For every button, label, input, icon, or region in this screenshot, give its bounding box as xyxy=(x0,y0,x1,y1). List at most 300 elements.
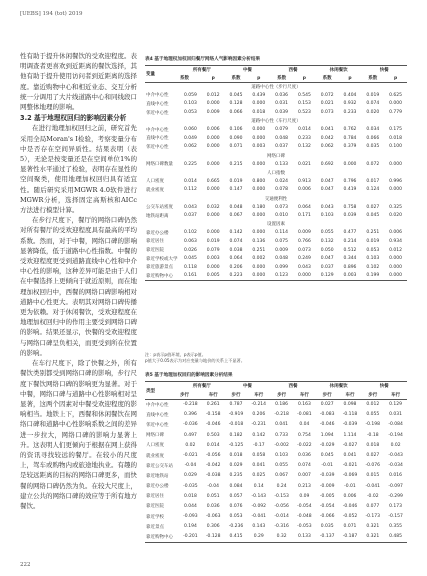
table-cell: 0.249 xyxy=(297,256,311,262)
table-cell: -0.158 xyxy=(205,412,221,418)
column-group-header: 休闲餐饮 xyxy=(316,66,362,75)
table-cell: 0.32 xyxy=(270,532,293,542)
table-cell: 0.031 xyxy=(389,412,403,418)
paragraph: 在进行地理加权回归之前，研究首先采用全局Moran's I检验，考察变量分布中是否存在空间异质性。结果表明（表5），无论是按变量还是在空间单位1%的显著性水平通过了检验，表明存在显性的空间聚类，使用地理加权回归具有适宜性。随后研究采用MGWR 4.0软件进行MGWR分析，选择固定高斯核和AICc方法进行模型计算。 xyxy=(20,124,137,215)
table-cell: 0.132 xyxy=(297,144,311,150)
table-cell: 0.021 xyxy=(320,101,334,107)
table-cell: 0.000 xyxy=(206,144,220,150)
table-section-row xyxy=(145,117,407,126)
table-cell: 0.074 xyxy=(366,101,380,107)
table-cell: -0.18 xyxy=(366,432,379,438)
table-cell: 0.103 xyxy=(275,453,289,459)
table-cell: -0.118 xyxy=(342,412,358,418)
table-cell: 0.754 xyxy=(297,432,311,438)
table-cell: 中介中心性 xyxy=(146,127,169,133)
table-section-title: 交通便利性 xyxy=(264,196,288,202)
table-cell: 0.766 xyxy=(297,238,311,244)
table-cell: -0.042 xyxy=(205,463,221,469)
table-cell: 0.006 xyxy=(343,493,357,499)
table-cell: -0.02 xyxy=(366,493,379,499)
table-row xyxy=(145,491,407,501)
table-cell: 0.034 xyxy=(366,127,380,133)
table-cell: 0.025 xyxy=(252,473,266,479)
table-cell: 0.000 xyxy=(252,187,266,193)
table-cell: 0.000 xyxy=(343,161,357,167)
table-cell: -0.041 xyxy=(251,514,267,520)
column-subheader: 步行 xyxy=(361,391,384,400)
table-cell: 0.039 xyxy=(275,110,289,116)
table-cell: 0.000 xyxy=(389,187,403,193)
table-cell: -0.043 xyxy=(388,453,403,459)
table-cell: 0.009 xyxy=(297,230,311,236)
table-cell: 0.497 xyxy=(183,432,197,438)
table-cell: 0.439 xyxy=(252,92,266,98)
table-cell: 0.404 xyxy=(343,92,357,98)
table-row xyxy=(145,471,407,481)
table-cell: -0.201 xyxy=(179,532,202,542)
table-cell: 0.018 xyxy=(366,442,380,448)
table-cell: 0.142 xyxy=(229,230,243,236)
table-note: 注：p表示p值环境，p表示p值。 xyxy=(145,352,206,357)
table-cell: 0.147 xyxy=(229,187,243,193)
table-cell: -0.029 xyxy=(319,442,335,448)
table-cell: 0.014 xyxy=(206,442,220,448)
table-cell: 0.055 xyxy=(320,230,334,236)
table-cell: 0.063 xyxy=(183,238,197,244)
table-row xyxy=(145,420,407,430)
table-cell: 0.796 xyxy=(343,178,357,184)
table-cell: 直线中心性 xyxy=(146,101,169,107)
table-row xyxy=(145,229,407,238)
table-cell: 0.171 xyxy=(297,213,311,219)
table-cell: 0.733 xyxy=(275,432,289,438)
table-cell: 0.015 xyxy=(366,473,380,479)
table-row xyxy=(145,410,407,420)
table-cell: 0.019 xyxy=(206,238,220,244)
table-cell: 0.012 xyxy=(366,402,380,408)
table-cell: 0.379 xyxy=(343,144,357,150)
table-cell: 人口密度 xyxy=(146,179,164,185)
table-cell: -0.066 xyxy=(319,514,335,520)
table-section-row xyxy=(145,194,407,203)
table-cell: 0.118 xyxy=(183,264,197,270)
table-cell: -0.039 xyxy=(319,473,335,479)
table-cell: 靠近公交车站 xyxy=(146,463,173,469)
table-cell: -0.069 xyxy=(342,473,358,479)
table-cell: 0.078 xyxy=(275,187,289,193)
table-section-title: 人口指数 xyxy=(267,170,285,176)
table-cell: 0.053 xyxy=(229,514,243,520)
table4 xyxy=(145,65,407,281)
table-cell: -0.194 xyxy=(388,432,403,438)
table-cell: 邻近中心性 xyxy=(146,110,169,116)
table-section-row xyxy=(145,168,407,177)
table-cell: 0.036 xyxy=(275,92,289,98)
table-cell: -0.214 xyxy=(251,402,267,408)
column-subheader: p xyxy=(247,74,270,83)
table-cell: 0.206 xyxy=(229,264,243,270)
column-subheader: 车行 xyxy=(247,391,270,400)
table-cell: 地铁站距离 xyxy=(146,213,169,219)
table-cell: 0.043 xyxy=(297,264,311,270)
column-group-header: 休闲餐饮 xyxy=(316,382,362,391)
table-cell: 0.055 xyxy=(275,463,289,469)
table-cell: 0.142 xyxy=(252,432,266,438)
table-group-header-row xyxy=(145,66,407,75)
left-text-column xyxy=(20,51,137,511)
table-cell: 邻近中心性 xyxy=(146,144,169,150)
table-cell: 0.041 xyxy=(343,453,357,459)
table-cell: 0.041 xyxy=(252,463,266,469)
table-cell: 0.000 xyxy=(252,230,266,236)
table-cell: 0.000 xyxy=(389,264,403,270)
table-cell: 0.037 xyxy=(320,264,334,270)
table-cell: 0.017 xyxy=(366,178,380,184)
column-subheader: 步行 xyxy=(225,391,248,400)
table-cell: 0.161 xyxy=(179,272,202,281)
table-section-title: 道路中心性（车行尺度） xyxy=(251,119,301,125)
table-cell: 靠近旅游景点 xyxy=(146,265,173,271)
table4-caption: 表4 基于地理权加权回归餐厅网络人气影响因素分析结果 xyxy=(145,57,261,62)
table-cell: -0.039 xyxy=(342,422,358,428)
table-cell: -0.054 xyxy=(319,503,335,509)
table-cell: -0.187 xyxy=(339,532,362,542)
table-cell: 1.114 xyxy=(343,432,357,438)
table-cell: 0.073 xyxy=(320,110,334,116)
table-cell: 0.213 xyxy=(297,483,311,489)
table-cell: 0.14 xyxy=(253,483,264,489)
table-cell: 0.014 xyxy=(183,178,197,184)
table-cell: -0.009 xyxy=(319,483,335,489)
table-cell: 0.225 xyxy=(183,161,197,167)
table-cell: 0.762 xyxy=(343,127,357,133)
table-cell: -0.919 xyxy=(228,412,244,418)
table-row xyxy=(145,108,407,117)
table-cell: 0.485 xyxy=(384,532,407,542)
table-cell: 0.000 xyxy=(389,161,403,167)
table-cell: 0.932 xyxy=(343,101,357,107)
table-cell: 0.002 xyxy=(252,256,266,262)
table-cell: 0.032 xyxy=(206,204,220,210)
table-cell: 0.007 xyxy=(297,473,311,479)
table-cell: 0.000 xyxy=(252,264,266,270)
table-cell: 0.214 xyxy=(343,238,357,244)
table-cell: 0.233 xyxy=(297,135,311,141)
table-cell: -0.041 xyxy=(365,483,381,489)
table5-caption: 表5 基于地理加权回归的影响因素分析结果 xyxy=(145,373,233,378)
table-cell: 0.787 xyxy=(229,402,243,408)
table-cell: 0.665 xyxy=(206,178,220,184)
table-cell: -0.081 xyxy=(297,412,312,418)
table-cell: 0.02 xyxy=(185,442,196,448)
table-cell: 0.005 xyxy=(202,272,225,281)
table-cell: 0.071 xyxy=(229,144,243,150)
table-cell: -0.053 xyxy=(297,524,312,530)
column-group-header: 中餐 xyxy=(225,66,271,75)
table-cell: -0.083 xyxy=(319,412,335,418)
table-row xyxy=(145,272,407,281)
table-cell: -0.056 xyxy=(274,503,289,509)
table-cell: 靠近居住 xyxy=(146,494,164,500)
table-cell: 0.045 xyxy=(229,92,243,98)
paragraph: 性有助于提升休闲餐饮的受欢迎程度。表明调查者更喜欢到近距离的餐饮选择，其他有助于提升使用访问者到近距离的选择度。靠近购物中心和相近业态、交互分析统一分调用了大片线道路中心和同线段口网整体地理的影响。 xyxy=(20,52,137,112)
table-cell: 0.182 xyxy=(229,432,243,438)
table5 xyxy=(145,381,407,543)
table-cell: 0.073 xyxy=(275,204,289,210)
table-cell: -0.157 xyxy=(388,514,403,520)
table-cell: 0.103 xyxy=(183,101,197,107)
table-cell: -0.022 xyxy=(297,442,312,448)
column-subheader: p xyxy=(384,74,407,83)
table-cell: -0.125 xyxy=(228,442,244,448)
table-cell: 0.321 xyxy=(361,532,384,542)
column-group-header: 西餐 xyxy=(270,66,316,75)
table-row xyxy=(145,143,407,152)
table-cell: -0.021 xyxy=(183,453,198,459)
column-group-header: 变量 xyxy=(145,66,179,83)
table-cell: 0.075 xyxy=(275,238,289,244)
table-cell: 0.206 xyxy=(252,412,266,418)
table-cell: 0.261 xyxy=(206,402,220,408)
table-cell: 0.043 xyxy=(183,204,197,210)
table-cell: 0.090 xyxy=(229,135,243,141)
table-cell: 0.074 xyxy=(297,463,311,469)
table-cell: 0.079 xyxy=(275,127,289,133)
table-row xyxy=(145,125,407,134)
table-cell: 0.050 xyxy=(320,247,334,253)
table-cell: 0.035 xyxy=(366,144,380,150)
table-cell: 0.049 xyxy=(183,135,197,141)
table-cell: 0.006 xyxy=(206,127,220,133)
table-cell: 0.062 xyxy=(183,144,197,150)
table-cell: 0.000 xyxy=(252,135,266,141)
table-section-row xyxy=(145,151,407,160)
table-cell: 0.934 xyxy=(389,238,403,244)
table-cell: 靠近景点 xyxy=(146,524,164,530)
table-row xyxy=(145,186,407,195)
table-cell: 靠近办公楼 xyxy=(146,484,169,490)
table-cell: -0.046 xyxy=(205,422,221,428)
table-cell: 0.800 xyxy=(252,178,266,184)
column-group-header: 所有餐厅 xyxy=(179,66,225,75)
paragraph: 在步行尺度下，餐厅的网络口碑仍然对所有餐厅的受欢迎程度具有最高的平均系数。然而，对于中餐，网络口碑的影响显著降低，低于道路中心性指数。中餐的受欢迎程度更受到道路直线中心性和中介中心性的影响，这种差异可能是由于人们在中餐选择上更倾向于就近原则，而在地理加权回归中，西餐的网络口碑影响相对道路中心性更大。表明其对网络口碑传播更为依赖。对于休闲餐饮，受欢迎程度在地理加权回归中的作用主要受到网络口碑的影响。结果还显示，快餐的受欢迎程度与网络口碑呈负相关，而更受到所在位置的影响。 xyxy=(20,216,137,357)
table-cell: 0.003 xyxy=(339,272,362,281)
table-cell: -0.143 xyxy=(251,493,267,499)
table-cell: 0.163 xyxy=(297,402,311,408)
table-row xyxy=(145,400,407,410)
table-cell: 0.000 xyxy=(247,272,270,281)
table-cell: 0.102 xyxy=(183,230,197,236)
table-cell: 0.996 xyxy=(389,178,403,184)
table-cell: 0.000 xyxy=(252,161,266,167)
table-cell: 0.000 xyxy=(293,272,316,281)
table-cell: 0.306 xyxy=(206,524,220,530)
table-cell: -0.036 xyxy=(183,422,198,428)
column-subheader: 步行 xyxy=(316,391,339,400)
table-cell: 0.010 xyxy=(275,213,289,219)
table-cell: 0.048 xyxy=(275,135,289,141)
table-row xyxy=(145,481,407,491)
table-cell: 0.071 xyxy=(343,524,357,530)
table-cell: 靠近购物中心 xyxy=(145,272,179,281)
column-subheader: 系数 xyxy=(225,74,248,83)
table-cell: 0.896 xyxy=(343,264,357,270)
table-cell: 0.419 xyxy=(343,187,357,193)
table-cell: 0.019 xyxy=(366,92,380,98)
table-cell: 0.102 xyxy=(366,264,380,270)
table-cell: 0.003 xyxy=(206,256,220,262)
table-cell: -0.054 xyxy=(297,503,312,509)
table-cell: 0.000 xyxy=(389,101,403,107)
table-cell: 靠近购物中心 xyxy=(145,532,179,542)
table-cell: 中介中心性 xyxy=(146,402,169,408)
table-cell: 0.055 xyxy=(366,412,380,418)
table-cell: 0.077 xyxy=(366,503,380,509)
column-subheader: p xyxy=(202,74,225,83)
table-cell: 靠近办公楼 xyxy=(146,230,169,236)
table-cell: 0.026 xyxy=(183,247,197,253)
table-cell: 0.051 xyxy=(206,493,220,499)
table-cell: 0.009 xyxy=(275,247,289,253)
table-cell: 靠近地铁站 xyxy=(146,473,169,479)
column-subheader: p xyxy=(293,74,316,83)
table-cell: -0.052 xyxy=(342,514,358,520)
table-cell: -0.198 xyxy=(365,422,381,428)
table-cell: 0.027 xyxy=(366,204,380,210)
table-cell: 0.018 xyxy=(229,453,243,459)
table-cell: 0.042 xyxy=(320,135,334,141)
table-cell: 0.043 xyxy=(320,204,334,210)
table-cell: -0.014 xyxy=(274,514,289,520)
table-cell: 0.020 xyxy=(389,213,403,219)
table-cell: 0.114 xyxy=(275,230,289,236)
table-cell: 0.223 xyxy=(225,272,248,281)
table-cell: -0.299 xyxy=(388,493,403,499)
table-cell: 0.692 xyxy=(320,161,334,167)
table-cell: 0.020 xyxy=(366,110,380,116)
table-cell: 0.018 xyxy=(389,135,403,141)
table-cell: -0.084 xyxy=(388,422,403,428)
table-cell: 0.04 xyxy=(299,422,310,428)
table-cell: 0.02 xyxy=(390,442,401,448)
table-cell: -0.04 xyxy=(207,483,220,489)
table-cell: -0.021 xyxy=(342,463,358,469)
table-cell: 0.074 xyxy=(229,238,243,244)
table-cell: 0.251 xyxy=(252,247,266,253)
table-cell: -0.128 xyxy=(202,532,225,542)
table-cell: 0.041 xyxy=(275,422,289,428)
table-cell: -0.01 xyxy=(321,463,333,469)
table-section-title: 网络口碑 xyxy=(267,153,285,159)
table-cell: 0.038 xyxy=(229,247,243,253)
table-cell: -0.231 xyxy=(251,422,267,428)
table-cell: 0.072 xyxy=(320,92,334,98)
section-heading: 3.2 基于地理权回归的影响因素分析 xyxy=(20,114,127,123)
page-header: [UEBS] 194 (tot) 2019 xyxy=(20,11,83,17)
table-subheader-row xyxy=(145,74,407,83)
table-row xyxy=(145,461,407,471)
table-cell: 就业密度 xyxy=(146,187,164,193)
table-cell: -0.218 xyxy=(274,412,289,418)
table-section-title: 设置因素 xyxy=(267,222,285,228)
column-group-header: 快餐 xyxy=(361,66,407,75)
table-cell: 0.029 xyxy=(229,463,243,469)
table-cell: 直线中心性 xyxy=(146,412,169,418)
table-cell: -0.137 xyxy=(316,532,339,542)
table-row xyxy=(145,532,407,542)
table-cell: 靠近学校 xyxy=(146,514,164,520)
table-cell: 0.215 xyxy=(229,161,243,167)
table-cell: -0.063 xyxy=(205,514,221,520)
table-row xyxy=(145,91,407,100)
table-cell: 0.175 xyxy=(389,127,403,133)
table-cell: -0.092 xyxy=(251,503,267,509)
table-cell: 0.006 xyxy=(389,230,403,236)
table-cell: 0.180 xyxy=(252,204,266,210)
table-cell: 0.057 xyxy=(229,493,243,499)
table-cell: -0.093 xyxy=(183,514,198,520)
table-cell: 0.027 xyxy=(366,453,380,459)
table-cell: 0.073 xyxy=(297,247,311,253)
table-cell: 靠近医院 xyxy=(146,504,164,510)
column-group-header: 类型 xyxy=(145,382,179,400)
table-cell: 0.503 xyxy=(206,432,220,438)
table-cell: -0.027 xyxy=(342,442,358,448)
table-section-title: 道路中心性（步行尺度） xyxy=(251,85,301,91)
paragraph: 在车行尺度下，除了快餐之外，所有餐饮类别都受到网络口碑的影响，步行尺度下餐饮网络口碑的影响更为显著。对于中餐，网络口碑与道路中心性影响相对呈显著，这两个因素对中餐受欢迎程度的影响相当。地铁上下，西餐和休闲餐饮在网络口碑和道路中心性影响系数之间的差异进一步拉大，网络口碑的影响力显著上升。这表明人们更倾向于根据在网上获得的资讯寻找较远的餐厅。在较小的尺度上，驾车或购物内或旅途地执业。有趣的是较远距离的目标的网络口碑更多，而快餐的网络口碑仍然为负。在较大尺度上，建立公共的网络口碑的效应等于所有地方餐饮。 xyxy=(20,359,137,510)
table-cell: 0.084 xyxy=(229,483,243,489)
column-subheader: 系数 xyxy=(270,74,293,83)
table-cell: -0.046 xyxy=(342,503,358,509)
table-cell: 0.325 xyxy=(389,204,403,210)
column-group-header: 西餐 xyxy=(270,382,316,391)
table-cell: 0.784 xyxy=(343,135,357,141)
table-row xyxy=(145,246,407,255)
table-cell: 靠近学校或大学 xyxy=(146,256,178,262)
table-cell: 0.000 xyxy=(384,272,407,281)
table-cell: 0.021 xyxy=(297,161,311,167)
table-cell: 0.018 xyxy=(183,493,197,499)
table-cell: 0.047 xyxy=(320,178,334,184)
column-group-header: 中餐 xyxy=(225,382,271,391)
table-cell: 0.018 xyxy=(252,110,266,116)
table-cell: 0.014 xyxy=(297,127,311,133)
table-cell: 0.523 xyxy=(297,110,311,116)
table-cell: -0.048 xyxy=(297,514,312,520)
table-cell: 0.106 xyxy=(229,127,243,133)
table-cell: 0.019 xyxy=(229,178,243,184)
table-cell: -0.034 xyxy=(388,463,403,469)
table-row xyxy=(145,522,407,532)
column-group-header: 快餐 xyxy=(361,382,407,391)
table-cell: 0.072 xyxy=(366,161,380,167)
table-cell: 0.123 xyxy=(270,272,293,281)
table-cell: -0.17 xyxy=(252,442,265,448)
table-cell: 0.000 xyxy=(206,135,220,141)
table-row xyxy=(145,237,407,246)
table-cell: 0.012 xyxy=(389,247,403,253)
column-subheader: 系数 xyxy=(316,74,339,83)
table-cell: 0.103 xyxy=(366,256,380,262)
table-cell: 靠近医院 xyxy=(146,248,164,254)
table-cell: 0.000 xyxy=(206,213,220,219)
table-cell: 0.064 xyxy=(229,256,243,262)
table-cell: 0.058 xyxy=(252,453,266,459)
table-cell: 0.035 xyxy=(320,524,334,530)
column-subheader: 系数 xyxy=(179,74,202,83)
table-row xyxy=(145,203,407,212)
table-cell: 0.037 xyxy=(183,213,197,219)
